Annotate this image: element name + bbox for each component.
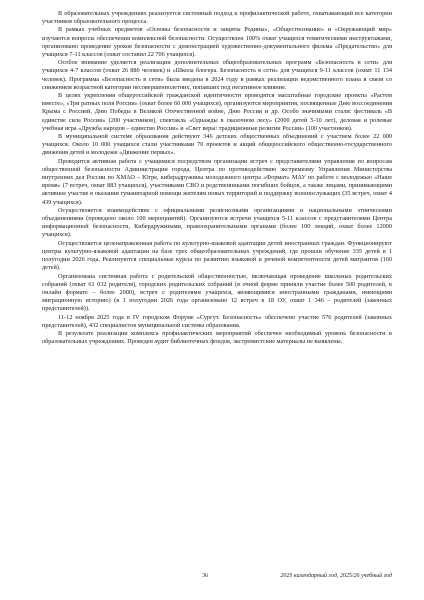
paragraph-6: Проводится активная работа с учащимися посредством организации встреч с представителями управления по вопросам общественной безопасности Администрации города, Центра по противодействию экстремизму Управления Министерства внутренних дел России по ХМАО – Югре, киберадружины молодежного центра «Формат» МАУ по работе с молодежью «Наше время» (7 встреч, охват 883 учащихся), участниками СВО и родственниками погибших бойцов, а также лицами, принимающими активное участие в оказании гуманитарной помощи жителям новых территорий и поддержку военнослужащих (35 встреч, охват 4 439 учащихся). — [42, 157, 392, 206]
paragraph-3: Особое внимание уделяется реализации дополнительных общеобразовательных программ «Безопасность в сети» для учащихся 4-7 классов (охват 26 880 человек) и «Школа блогера. Безопасность в сети» для учащихся 9-11 классов (охват 11 134 человек). Программа «Безопасность в сети» была введена в 2024 году в рамках реализации ведомственного плана в связи со снижением возрастной категории несовершеннолетних, попавших под негативное влияние. — [42, 59, 392, 91]
document-body — [42, 10, 392, 346]
paragraph-11: В результате реализации комплекса профилактических мероприятий обеспечен необходимый уровень безопасности в образовательных учреждениях. Проведен аудит библиотечных фондов, экстремистские материалы не выявлены. — [42, 329, 392, 346]
paragraph-4: В целях укрепления общероссийской гражданской идентичности проводятся масштабные городские проекты «Растем вместе», «Три ратных поля России» (охват более 60 000 учащихся), организуются мероприятия, посвященные Дню воссоединения Крыма с Россией, Дню Победы в Великой Отечественной войне, Дню России и др. Особо значимыми стали: фестиваль «В единстве сила России» (200 участников), спектакль «Однажды в сказочном лесу» (2000 детей 5-10 лет), деловая и ролевые учебная игра «Дружба народов – единство России» и «Свет веры: традиционные религии России» (100 участников). — [42, 92, 392, 132]
paragraph-10: 11-12 ноября 2025 года в IV городском Форуме «Сургут. Безопасность» обеспечено участие 576 родителей (законных представителей), 432 специалистов муниципальной системы образования. — [42, 313, 392, 329]
paragraph-8: Осуществляется целенаправленная работа по культурно-языковой адаптации детей иностранных граждан. Функционируют центры культурно-языковой адаптации на базе трех общеобразовательных учреждений, где прошли обучение 335 детей в 1 полугодии 2026 года. Реализуются специальные курсы по развитию языковой и речевой компетентности детей мигрантов (160 детей). — [42, 239, 392, 272]
paragraph-2: В рамках учебных предметов «Основы безопасности и защиты Родины», «Обществознание» и «Окружающий мир» изучаются вопросы обеспечения комплексной безопасности. Осуществлен 100% охват учащихся тематическими инструктажами, организовано проведение уроков безопасности с демонстрацией художественно-документального фильма «Предательство» для учащихся 7-11 классов (охват составил 22 706 учащихся). — [42, 26, 392, 59]
paragraph-7: Осуществляется взаимодействие с официальными религиозными организациями и национальными этническими объединениями (проведено около 100 мероприятий). Организуются встречи учащихся 5-11 классов с представителями Центра информационной безопасности, Кибердружинами, правоохранительными органами (более 100 лекций, охват более 12000 учащихся). — [42, 206, 392, 239]
running-footer-text: 2025 календарный год, 2025/26 учебный год — [280, 573, 392, 579]
page-number: 36 — [202, 573, 208, 579]
paragraph-5: В муниципальной системе образования действуют 346 детских общественных объединений с участием более 22 000 учащихся. Около 10 000 учащихся стали участниками 70 проектов и акций общероссийского общественно-государственного движения детей и молодежи «Движение первых». — [42, 133, 392, 157]
paragraph-1: В образовательных учреждениях реализуется системный подход к профилактической работе, охватывающий все категории участников образовательного процесса. — [42, 10, 392, 26]
page-footer — [42, 570, 392, 582]
paragraph-9: Организована системная работа с родительской общественностью, включающая проведение школьных родительских собраний (охват 61 032 родителя), городских родительских собраний (в очной форме приняли участие более 500 родителей, в онлайн формате – более 2000), встреч с родителями учащихся, являющимися иностранными гражданами, имеющими миграционную историю) (в 1 полугодии 2026 года организовано 12 встреч в 18 ОУ, охват 1 346 – родителей (законных представителей)). — [42, 272, 392, 313]
